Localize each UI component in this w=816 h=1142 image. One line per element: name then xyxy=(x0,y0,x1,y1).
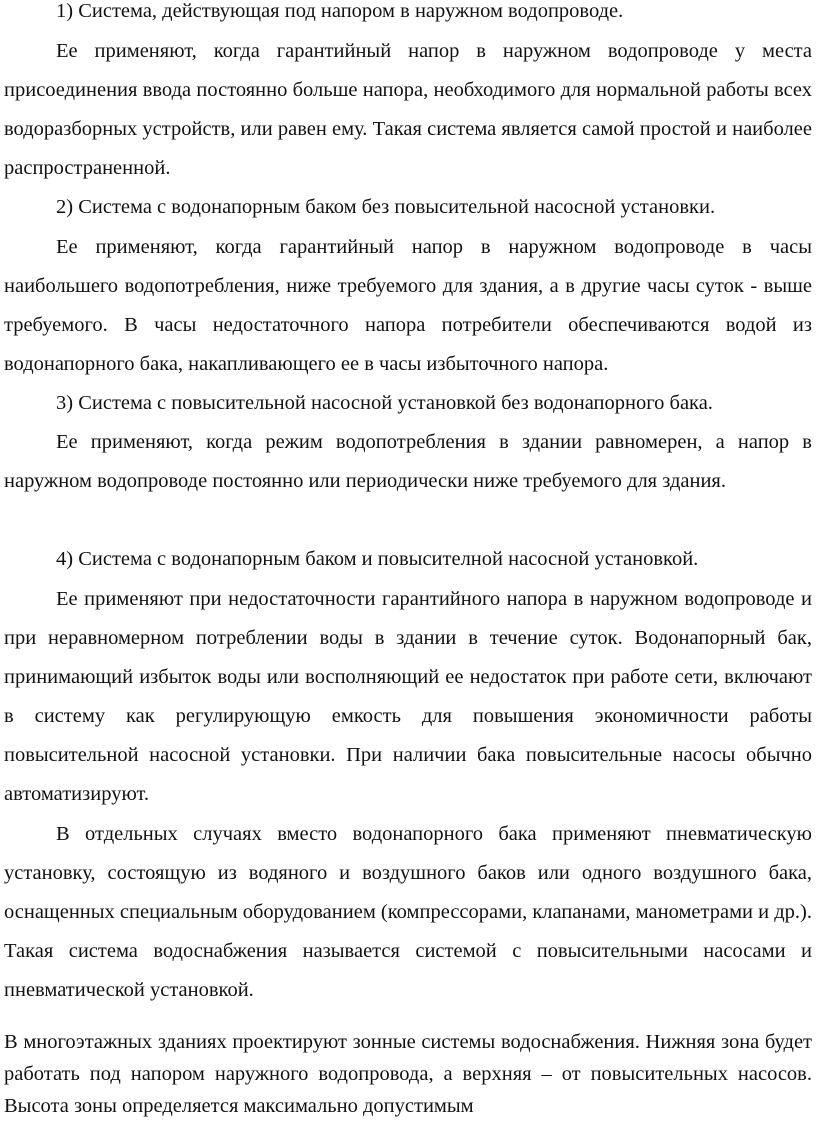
paragraph-8: Ее применяют при недостаточности гарантийного напора в наружном водопроводе и при неравномерном потреблении воды в здании в течение суток. Водонапорный бак, принимающий избыток воды или восполняющий ее недостаток при работе сети, включают в систему как регулирующую емкость для повышения экономичности работы повысительной насосной установки. При наличии бака повысительные насосы обычно автоматизируют. xyxy=(4,588,812,805)
paragraph-1: 1) Система, действующая под напором в наружном водопроводе. xyxy=(56,0,624,22)
paragraph-9: В отдельных случаях вместо водонапорного бака применяют пневматическую установку, состоящую из водяного и воздушного баков или одного воздушного бака, оснащенных специальным оборудованием (компрессорами, клапанами, манометрами и др.). Такая система водоснабжения называется системой с повысительными насосами и пневматической установкой. xyxy=(4,823,812,1001)
paragraph-2: Ее применяют, когда гарантийный напор в наружном водопроводе у места присоединения ввода постоянно больше напора, необходимого для нормальной работы всех водоразборных устройств, или равен ему. Такая система является самой простой и наиболее распространенной. xyxy=(4,40,812,179)
paragraph-6: Ее применяют, когда режим водопотребления в здании равномерен, а напор в наружном водопроводе постоянно или периодически ниже требуемого для здания. xyxy=(4,431,812,492)
paragraph-5: 3) Система с повысительной насосной установкой без водонапорного бака. xyxy=(56,392,713,414)
paragraph-4: Ее применяют, когда гарантийный напор в наружном водопроводе в часы наибольшего водопотребления, ниже требуемого для здания, а в другие часы суток - выше требуемого. В часы недостаточного напора потребители обеспечиваются водой из водонапорного бака, накапливающего ее в часы избыточного напора. xyxy=(4,236,812,375)
paragraph-7: 4) Система с водонапорным баком и повыситeлной насосной установкой. xyxy=(56,548,699,570)
paragraph-10: В многоэтажных зданиях проектируют зонные системы водоснабжения. Нижняя зона будет работать под напором наружного водопровода, а верхняя – от повысительных насосов. Высота зоны определяется максимально допустимым xyxy=(4,1031,812,1117)
paragraph-3: 2) Система с водонапорным баком без повысительной насосной установки. xyxy=(56,196,716,218)
